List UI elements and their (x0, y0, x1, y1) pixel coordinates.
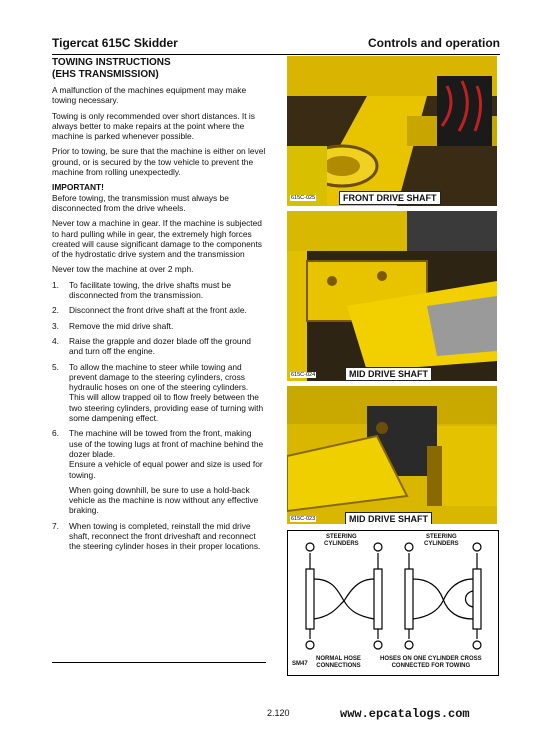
diagram-code: SM47 (292, 661, 308, 667)
step-text: The machine will be towed from the front, making use of the towing lugs at front of machine behind the dozer blade. (69, 428, 264, 459)
text-end-rule (52, 662, 266, 663)
list-item (52, 305, 266, 315)
step-subnote: When going downhill, be sure to use a hold-back vehicle as the machine is now without any effective braking. (69, 484, 259, 516)
section-title-line1: TOWING INSTRUCTIONS (52, 57, 171, 68)
list-item (52, 428, 266, 515)
step-text: Remove the mid drive shaft. (69, 320, 174, 331)
list-item (52, 280, 266, 301)
photo-caption: MID DRIVE SHAFT (345, 512, 432, 524)
photo-code: 615C-024 (291, 372, 316, 378)
step-text: Disconnect the front drive shaft at the front axle. (69, 305, 247, 316)
step-number: 5. (52, 361, 59, 372)
mid-drive-shaft-illustration (287, 386, 497, 524)
mid-drive-shaft-illustration (287, 211, 497, 381)
step-text: To allow the machine to steer while towing and prevent damage to the steering cylinders, cross hydraulic hoses on one of the steering cylinders. This will allow trapped oil to flow freely between the two steering cylinders, providing ease of turning with some dampening effect. (69, 361, 264, 424)
front-drive-shaft-photo (287, 56, 497, 206)
step-number: 4. (52, 335, 59, 346)
important-text: Before towing, the transmission must always be disconnected from the drive wheels. (52, 192, 229, 213)
list-item (52, 362, 266, 424)
important-label: IMPORTANT! (52, 182, 104, 193)
page-number: 2.120 (267, 708, 290, 718)
section-title-line2: (EHS TRANSMISSION) (52, 69, 159, 80)
chapter-title: Controls and operation (368, 36, 500, 50)
list-item (52, 321, 266, 331)
hose-connection-drawing (288, 531, 498, 675)
photo-code: 615C-025 (291, 195, 316, 201)
step-number: 2. (52, 305, 59, 316)
speed-paragraph: Never tow the machine at over 2 mph. (52, 264, 194, 275)
towing-paragraph: Towing is only recommended over short distances. It is always better to make repairs at the point where the machine is parked whenever possible. (52, 110, 255, 142)
diagram-label: STEERING CYLINDERS (324, 534, 359, 547)
photo-caption: MID DRIVE SHAFT (345, 367, 432, 381)
mid-drive-shaft-photo-2 (287, 386, 497, 524)
manual-title: Tigercat 615C Skidder (52, 36, 178, 50)
list-item (52, 336, 266, 357)
step-number: 6. (52, 428, 59, 439)
towing-steps (52, 280, 266, 552)
step-number: 7. (52, 520, 59, 531)
steering-hose-diagram (287, 530, 499, 676)
intro-paragraph: A malfunction of the machines equipment may make towing necessary. (52, 85, 247, 106)
diagram-label: HOSES ON ONE CYLINDER CROSS CONNECTED FOR TOWING (380, 656, 482, 669)
step-text: Raise the grapple and dozer blade off the ground and turn off the engine. (69, 335, 251, 357)
text-column (52, 57, 266, 557)
photo-caption: FRONT DRIVE SHAFT (339, 191, 441, 205)
list-item (52, 521, 266, 552)
step-text: When towing is completed, reinstall the mid drive shaft, reconnect the front driveshaft and reconnect the steering cylinder hoses in their proper locations. (69, 520, 261, 552)
section-title (52, 57, 266, 81)
diagram-label: STEERING CYLINDERS (424, 534, 459, 547)
website-watermark: www.epcatalogs.com (340, 707, 470, 721)
page-header (52, 36, 500, 55)
step-subnote: Ensure a vehicle of equal power and size is used for towing. (69, 459, 263, 480)
step-number: 1. (52, 279, 59, 290)
front-drive-shaft-illustration (287, 56, 497, 206)
mid-drive-shaft-photo-1 (287, 211, 497, 381)
level-ground-paragraph: Prior to towing, be sure that the machine is either on level ground, or is secured by the tow vehicle to prevent the machine from rolling unexpectedly. (52, 146, 266, 178)
step-number: 3. (52, 320, 59, 331)
gear-paragraph: Never tow a machine in gear. If the machine is subjected to hard pulling while in gear, the extremely high forces created will cause significant damage to the components of the hydrostatic drive system and the transmission (52, 218, 262, 260)
diagram-label: NORMAL HOSE CONNECTIONS (316, 656, 361, 669)
step-text: To facilitate towing, the drive shafts must be disconnected from the transmission. (69, 279, 231, 301)
photo-code: 615C-023 (291, 516, 316, 522)
